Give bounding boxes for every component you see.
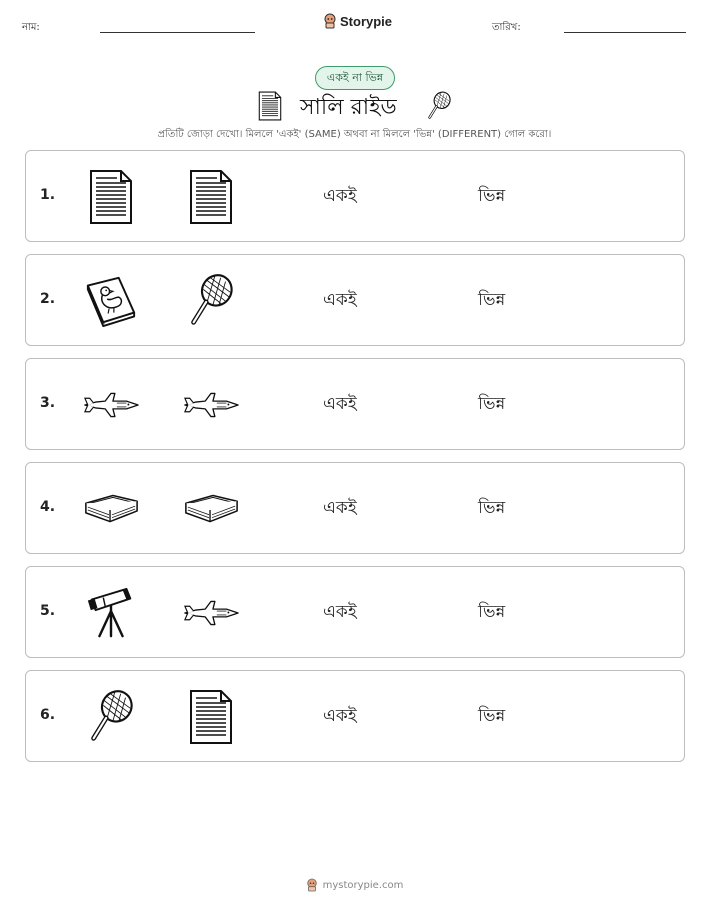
question-number: 4.: [40, 499, 56, 515]
tennis-racket-icon: [186, 272, 236, 330]
option-same[interactable]: একই: [323, 602, 357, 622]
telescope-icon: [84, 586, 138, 640]
question-row: [25, 566, 685, 658]
left-picture: [81, 583, 141, 643]
name-field-line[interactable]: [100, 32, 255, 33]
right-picture: [181, 479, 241, 539]
tray-icon: [182, 491, 240, 527]
date-label: তারিখ:: [492, 22, 521, 33]
left-picture: [81, 271, 141, 331]
activity-badge: একই না ভিন্ন: [315, 66, 395, 90]
instructions: প্রতিটি জোড়া দেখো। মিললে 'একই' (SAME) অথবা না মিললে 'ভিন্ন' (DIFFERENT) গোল করো।: [157, 129, 552, 140]
left-picture: [81, 167, 141, 227]
document-icon: [189, 689, 233, 745]
date-field-line[interactable]: [564, 32, 686, 33]
option-same[interactable]: একই: [323, 498, 357, 518]
header: [0, 12, 709, 40]
document-icon: [258, 91, 282, 121]
option-different[interactable]: ভিন্ন: [478, 602, 506, 622]
question-number: 2.: [40, 291, 56, 307]
option-different[interactable]: ভিন্ন: [478, 186, 506, 206]
title-row: [0, 90, 709, 122]
question-row: [25, 254, 685, 346]
right-picture: [181, 167, 241, 227]
option-different[interactable]: ভিন্ন: [478, 706, 506, 726]
storypie-mascot-icon: [306, 878, 318, 892]
question-number: 6.: [40, 707, 56, 723]
question-row: [25, 358, 685, 450]
left-picture: [81, 375, 141, 435]
option-same[interactable]: একই: [323, 394, 357, 414]
brand-name: Storypie: [340, 13, 393, 29]
question-number: 3.: [40, 395, 56, 411]
question-row: [25, 670, 685, 762]
footer: [0, 878, 709, 892]
option-different[interactable]: ভিন্ন: [478, 394, 506, 414]
option-same[interactable]: একই: [323, 186, 357, 206]
fighter-jet-icon: [182, 389, 240, 421]
brand-logo: [323, 13, 392, 29]
option-different[interactable]: ভিন্ন: [478, 498, 506, 518]
option-different[interactable]: ভিন্ন: [478, 290, 506, 310]
document-icon: [89, 169, 133, 225]
footer-url[interactable]: mystorypie.com: [322, 879, 404, 891]
question-row: [25, 462, 685, 554]
fighter-jet-icon: [182, 597, 240, 629]
right-picture: [181, 583, 241, 643]
duck-book-icon: [84, 274, 138, 328]
right-picture: [181, 375, 241, 435]
right-picture: [181, 271, 241, 331]
question-number: 5.: [40, 603, 56, 619]
document-icon: [189, 169, 233, 225]
left-picture: [81, 687, 141, 747]
question-row: [25, 150, 685, 242]
fighter-jet-icon: [82, 389, 140, 421]
page-title: সালি রাইড: [300, 95, 397, 120]
right-picture: [181, 687, 241, 747]
question-number: 1.: [40, 187, 56, 203]
tennis-racket-icon: [86, 688, 136, 746]
option-same[interactable]: একই: [323, 290, 357, 310]
storypie-mascot-icon: [323, 13, 337, 29]
tennis-racket-icon: [426, 90, 452, 122]
option-same[interactable]: একই: [323, 706, 357, 726]
tray-icon: [82, 491, 140, 527]
left-picture: [81, 479, 141, 539]
name-label: নাম:: [22, 22, 40, 33]
